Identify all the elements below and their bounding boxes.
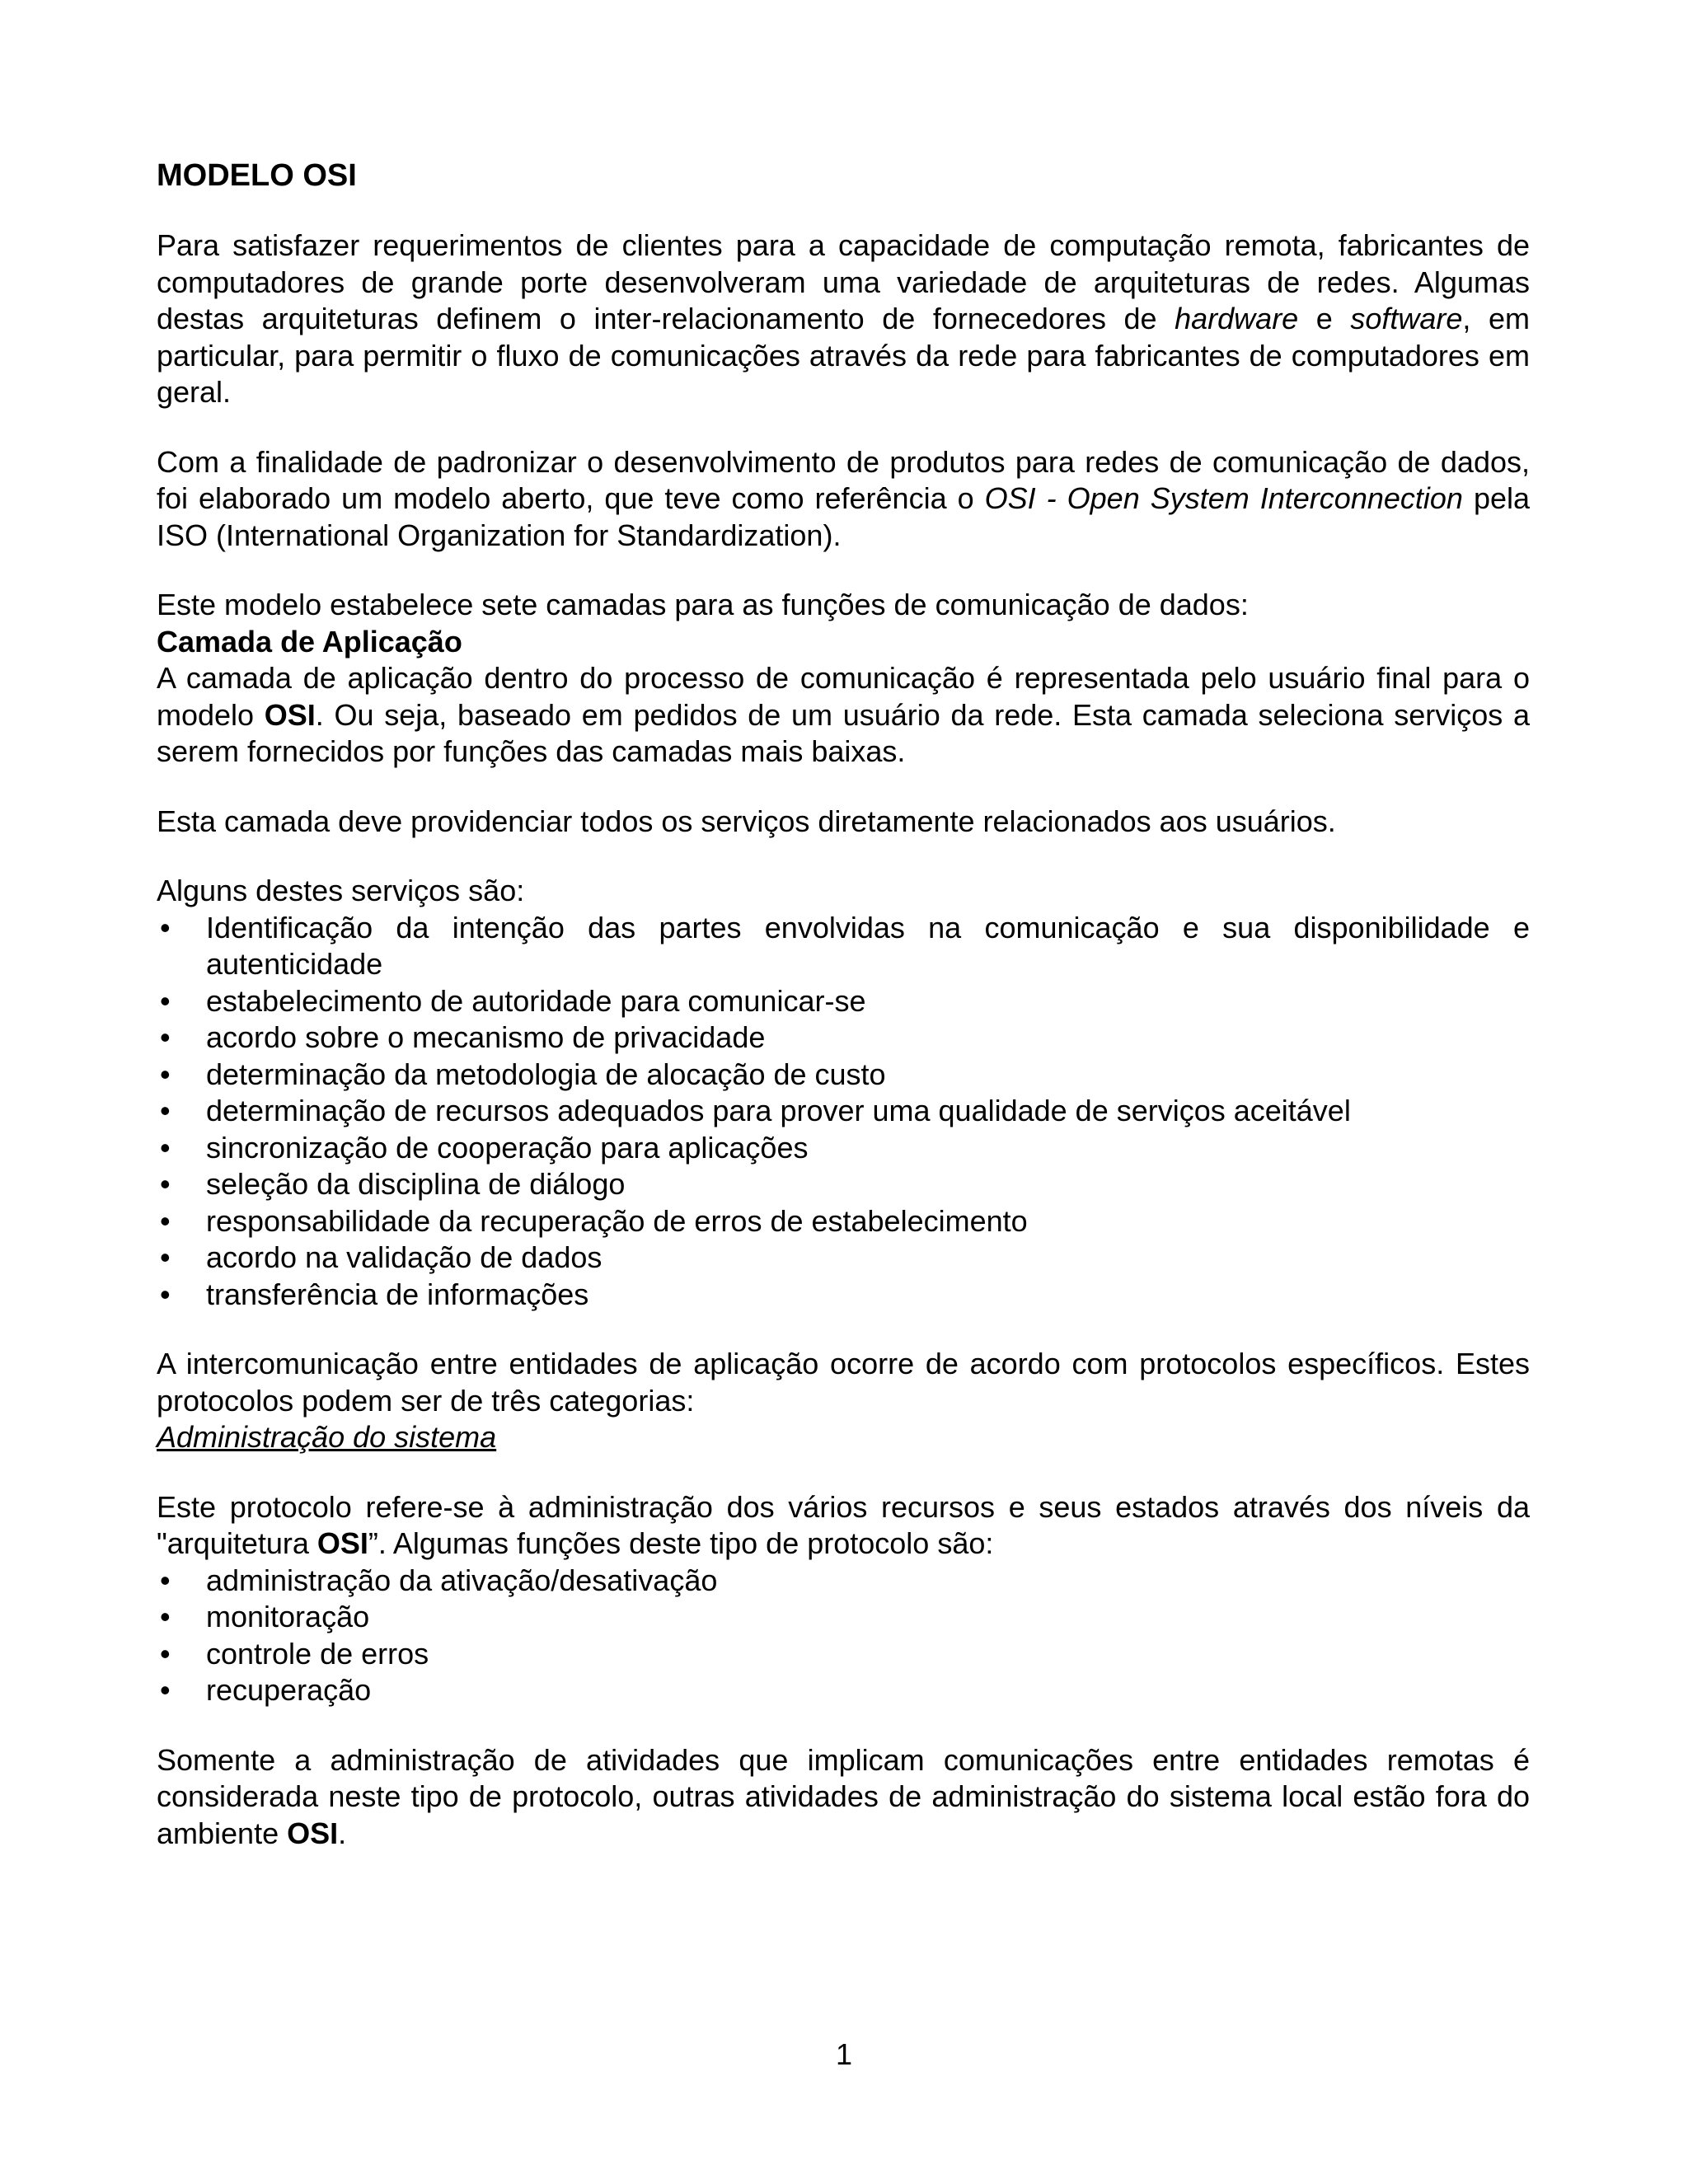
document-page bbox=[157, 157, 1530, 1852]
administracao-paragraph-1: Este protocolo refere-se à administração dos vários recursos e seus estados através dos níveis da "arquitetura OSI”. Algumas funções deste tipo de protocolo são: bbox=[157, 1489, 1530, 1560]
subsection-heading-administracao: Administração do sistema bbox=[157, 1420, 497, 1454]
page-title: MODELO OSI bbox=[157, 158, 357, 193]
aplicacao-paragraph-1: A camada de aplicação dentro do processo de comunicação é representada pelo usuário final para o modelo OSI. Ou seja, baseado em pedidos de um usuário da rede. Esta camada seleciona serviços a serem fornecidos por funções das camadas mais baixas. bbox=[157, 661, 1531, 768]
services-intro: Alguns destes serviços são: bbox=[157, 874, 525, 907]
intro-paragraph-2: Com a finalidade de padronizar o desenvolvimento de produtos para redes de comunicação de dados, foi elaborado um modelo aberto, que teve como referência o OSI - Open System Interconnection pela ISO (International Organization for Standardization). bbox=[157, 444, 1531, 552]
list-item: • estabelecimento de autoridade para comunicar-se bbox=[157, 983, 1530, 1020]
list-item: • responsabilidade da recuperação de erros de estabelecimento bbox=[157, 1203, 1530, 1240]
administracao-paragraph-2: Somente a administração de atividades que implicam comunicações entre entidades remotas é considerada neste tipo de protocolo, outras atividades de administração do sistema local estão fora do ambiente OSI. bbox=[157, 1742, 1530, 1850]
list-item: • transferência de informações bbox=[157, 1277, 1530, 1314]
list-item: • Identificação da intenção das partes envolvidas na comunicação e sua disponibilidade e autenticidade bbox=[157, 910, 1530, 983]
intro-paragraph-1: Para satisfazer requerimentos de clientes para a capacidade de computação remota, fabricantes de computadores de grande porte desenvolveram uma variedade de arquiteturas de redes. Algumas destas arquiteturas definem o inter-relacionamento de fornecedores de hardware e software, em particular, para permitir o fluxo de comunicações através da rede para fabricantes de computadores em geral. bbox=[157, 228, 1530, 409]
intro-paragraph-3: Este modelo estabelece sete camadas para as funções de comunicação de dados: bbox=[157, 588, 1249, 621]
administracao-list bbox=[157, 1563, 1530, 1709]
aplicacao-paragraph-3: A intercomunicação entre entidades de aplicação ocorre de acordo com protocolos específicos. Estes protocolos podem ser de três categorias: bbox=[157, 1347, 1530, 1418]
section-heading-aplicacao: Camada de Aplicação bbox=[157, 624, 462, 658]
list-item: • acordo na validação de dados bbox=[157, 1240, 1530, 1277]
list-item: • seleção da disciplina de diálogo bbox=[157, 1166, 1530, 1203]
list-item: • determinação da metodologia de alocação de custo bbox=[157, 1057, 1530, 1094]
list-item: • recuperação bbox=[157, 1672, 1530, 1709]
aplicacao-paragraph-2: Esta camada deve providenciar todos os serviços diretamente relacionados aos usuários. bbox=[157, 804, 1336, 838]
list-item: • acordo sobre o mecanismo de privacidade bbox=[157, 1019, 1530, 1057]
services-list bbox=[157, 910, 1530, 1314]
page-number: 1 bbox=[835, 2037, 853, 2071]
list-item: • monitoração bbox=[157, 1599, 1530, 1636]
list-item: • controle de erros bbox=[157, 1636, 1530, 1673]
list-item: • determinação de recursos adequados para prover uma qualidade de serviços aceitável bbox=[157, 1093, 1530, 1130]
list-item: • sincronização de cooperação para aplicações bbox=[157, 1130, 1530, 1167]
list-item: • administração da ativação/desativação bbox=[157, 1563, 1530, 1600]
